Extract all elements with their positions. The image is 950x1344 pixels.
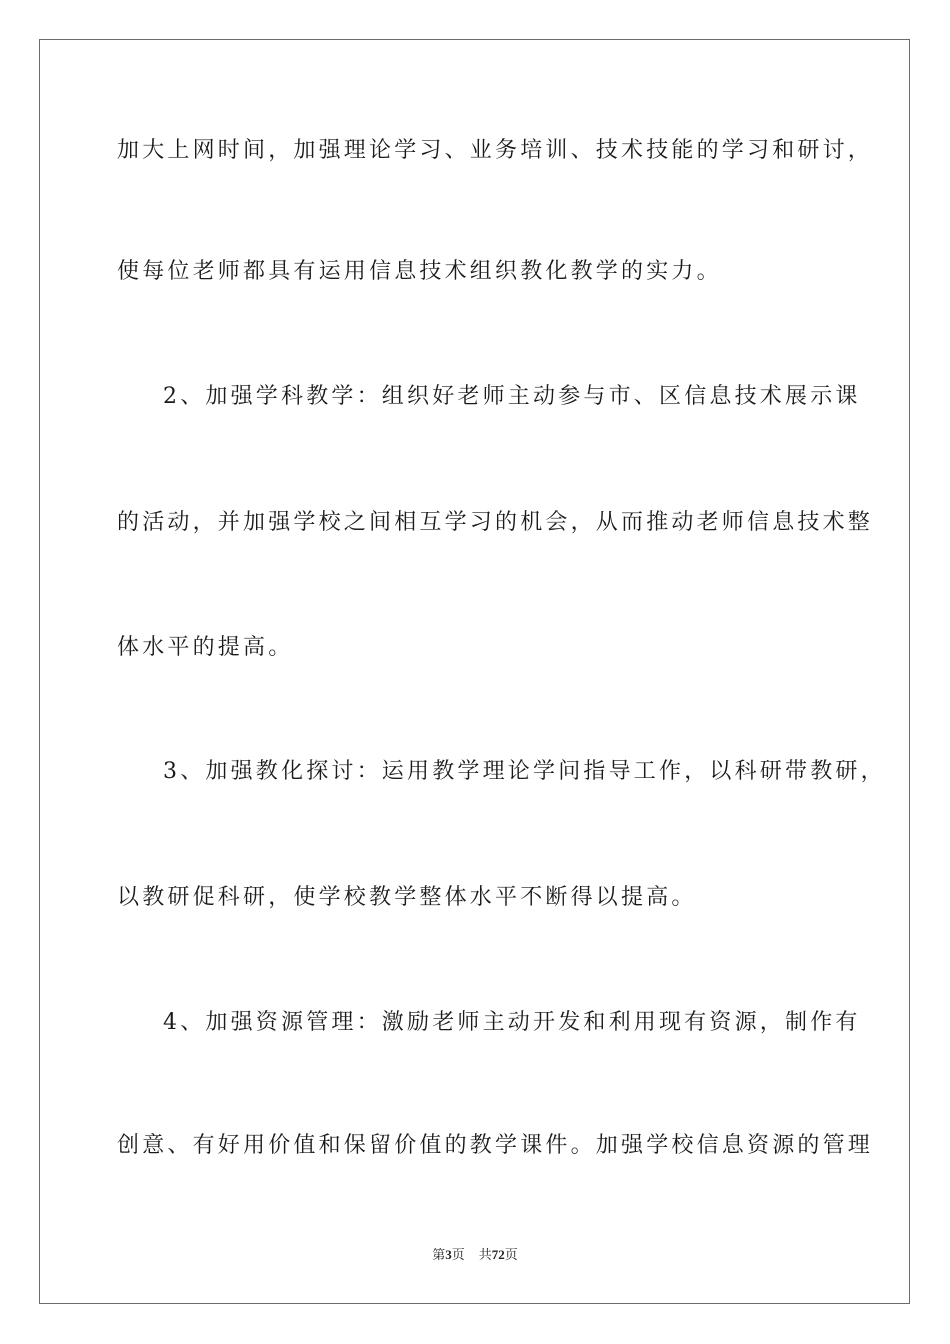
total-pages: 72 (491, 1247, 505, 1262)
paragraph-4-start: 4、加强资源管理：激励老师主动开发和利用现有资源，制作有 (163, 1010, 861, 1035)
paragraph-2-start: 2、加强学科教学：组织好老师主动参与市、区信息技术展示课 (163, 384, 861, 409)
body-text-line: 体水平的提高。 (117, 635, 294, 660)
body-text-line: 的活动，并加强学校之间相互学习的机会，从而推动老师信息技术整 (117, 510, 874, 535)
paragraph-3-start: 3、加强教化探讨：运用教学理论学问指导工作，以科研带教研， (163, 759, 886, 784)
body-text-line: 以教研促科研，使学校教学整体水平不断得以提高。 (117, 885, 697, 910)
body-text-line: 使每位老师都具有运用信息技术组织教化教学的实力。 (117, 259, 722, 284)
page-suffix: 页 (451, 1248, 465, 1263)
total-suffix: 页 (504, 1248, 518, 1263)
page-footer (0, 1246, 950, 1265)
page-border (39, 39, 910, 1304)
total-prefix: 共 (478, 1248, 492, 1263)
page-number: 3 (445, 1247, 452, 1262)
body-text-line: 加大上网时间，加强理论学习、业务培训、技术技能的学习和研讨， (117, 138, 874, 163)
body-text-line: 创意、有好用价值和保留价值的教学课件。加强学校信息资源的管理 (117, 1133, 874, 1158)
page-prefix: 第 (432, 1248, 446, 1263)
